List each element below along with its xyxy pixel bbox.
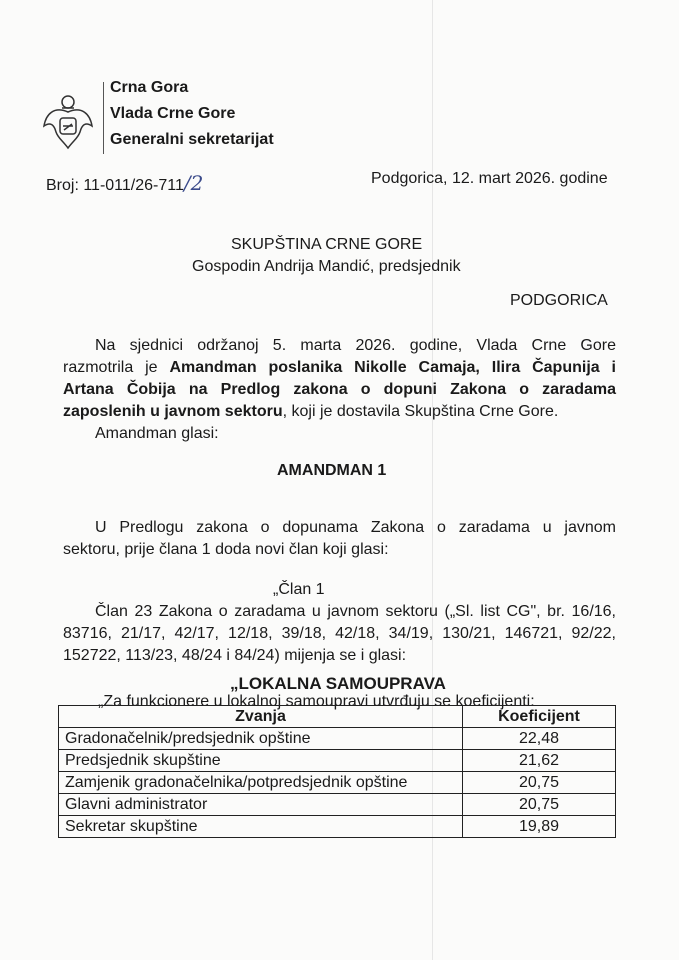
table-intro: „Za funkcionere u lokalnoj samoupravi utvrđuju se koeficijenti: [98,693,535,710]
reference-number [46,173,203,196]
paragraph-line: Na sjednici održanoj 5. marta 2026. godine, Vlada Crne Gore [95,337,616,354]
amendment-intro: Amandman glasi: [95,425,219,442]
paragraph-line: U Predlogu zakona o dopunama Zakona o zaradama u javnom [95,519,616,536]
cell-value: 20,75 [463,772,616,794]
org-secretariat: Generalni sekretarijat [110,131,274,148]
org-country: Crna Gora [110,79,189,96]
amendment-title: AMANDMAN 1 [277,462,387,479]
coat-of-arms-icon [40,92,96,152]
cell-value: 20,75 [463,794,616,816]
handwritten-suffix: /2 [183,171,204,195]
place-date: Podgorica, 12. mart 2026. godine [371,170,608,187]
paragraph-line: zaposlenih u javnom sektoru, koji je dostavila Skupština Crne Gore. [63,403,559,420]
recipient-person: Gospodin Andrija Mandić, predsjednik [192,258,461,275]
header-divider [103,82,104,154]
cell-value: 19,89 [463,816,616,838]
cell-title: Sekretar skupštine [59,816,463,838]
table-header-row [59,706,616,728]
broj-text: Broj: 11-011/26-711 [46,177,184,194]
cell-title: Predsjednik skupštine [59,750,463,772]
paragraph-line: Član 23 Zakona o zaradama u javnom sektoru („Sl. list CG", br. 16/16, [95,603,616,620]
paragraph-line: sektoru, prije člana 1 doda novi član koji glasi: [63,541,389,558]
table-row [59,772,616,794]
recipient-city: PODGORICA [510,292,608,309]
header-zvanja: Zvanja [59,706,463,728]
org-government: Vlada Crne Gore [110,105,236,122]
section-heading: „LOKALNA SAMOUPRAVA [230,674,446,693]
paragraph-line: 83716, 21/17, 42/17, 12/18, 39/18, 42/18, 34/19, 130/21, 146721, 92/22, [63,625,616,642]
paragraph-line: Artana Čobija na Predlog zakona o dopuni Zakona o zaradama [63,381,616,398]
paragraph-line: 152722, 113/23, 48/24 i 84/24) mijenja se i glasi: [63,647,407,664]
cell-title: Zamjenik gradonačelnika/potpredsjednik opštine [59,772,463,794]
header-koeficijent: Koeficijent [463,706,616,728]
paragraph-line: razmotrila je Amandman poslanika Nikolle Camaja, Ilira Čapunija i [63,359,616,376]
article-heading: „Član 1 [273,581,325,598]
cell-value: 21,62 [463,750,616,772]
coefficient-table [58,705,616,838]
table-row [59,816,616,838]
cell-title: Glavni administrator [59,794,463,816]
table-row [59,794,616,816]
recipient-institution: SKUPŠTINA CRNE GORE [231,236,423,253]
cell-value: 22,48 [463,728,616,750]
table-row [59,750,616,772]
table-row [59,728,616,750]
cell-title: Gradonačelnik/predsjednik opštine [59,728,463,750]
